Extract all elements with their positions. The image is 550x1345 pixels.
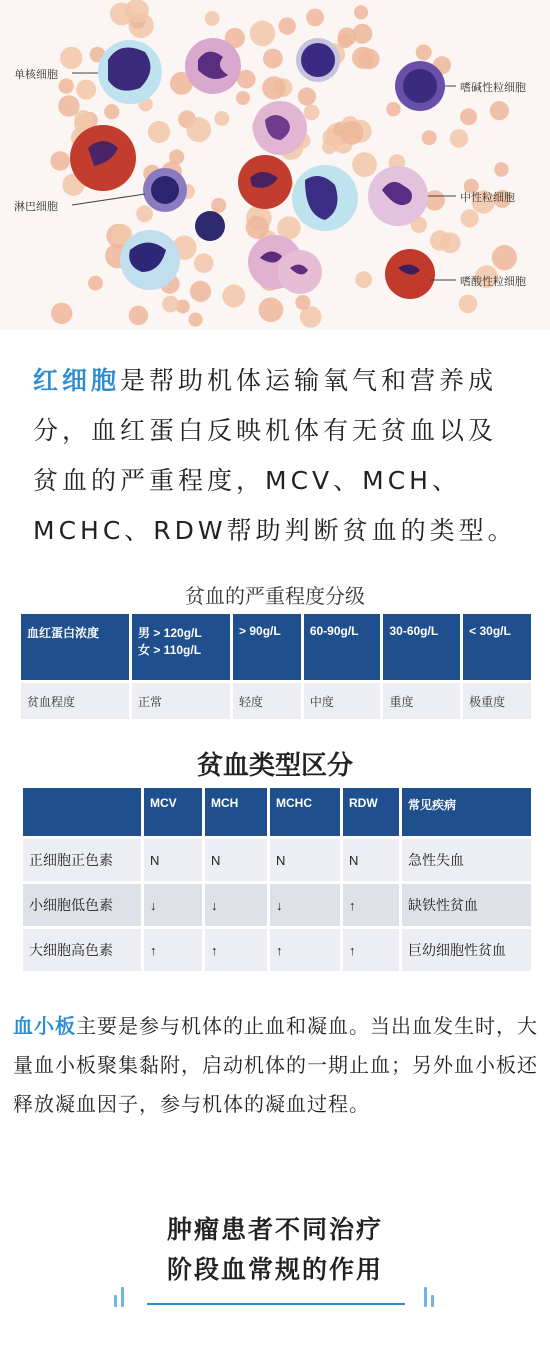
red-blood-cell [60, 47, 82, 69]
red-blood-cell [295, 295, 310, 310]
red-blood-cell [263, 49, 283, 69]
red-blood-cell [104, 104, 119, 119]
red-blood-cell [422, 130, 437, 145]
red-blood-cell [148, 121, 170, 143]
monocyte-cell [98, 40, 162, 104]
red-blood-cell [492, 245, 517, 270]
anemia-type-table-title: 贫血类型区分 [196, 751, 353, 781]
header-male: 男 > 120g/L [138, 626, 202, 640]
red-blood-cell-paragraph [33, 356, 523, 556]
table-cell: ↓ [144, 884, 202, 926]
red-blood-cell [355, 271, 372, 288]
blood-smear-illustration [0, 0, 550, 330]
red-blood-cell [460, 108, 477, 125]
table-cell: 中度 [304, 683, 381, 719]
anemia-severity-table [18, 611, 534, 722]
header-cell: MCHC [270, 788, 340, 836]
red-blood-cell [211, 198, 226, 213]
red-blood-cell [58, 78, 73, 93]
red-blood-cell [494, 162, 508, 176]
red-blood-cell [186, 117, 211, 142]
red-blood-cell [188, 313, 202, 327]
table-cell: 极重度 [463, 683, 531, 719]
label-basophil: 嗜碱性粒细胞 [460, 81, 526, 94]
red-blood-cell [490, 101, 509, 120]
red-blood-cell [352, 47, 374, 69]
red-blood-cell [262, 76, 285, 99]
heading-underline [147, 1303, 405, 1305]
table-cell: ↓ [205, 884, 267, 926]
red-blood-cell [162, 296, 179, 313]
table-cell: 小细胞低色素 [23, 884, 141, 926]
red-blood-cell [136, 205, 153, 222]
section-heading-line-1: 肿瘤患者不同治疗 [166, 1215, 383, 1244]
table-header-row [23, 788, 531, 836]
red-blood-cell [129, 306, 148, 325]
section-heading [0, 1210, 550, 1290]
red-blood-cell [76, 80, 96, 100]
anemia-type-table [20, 785, 534, 974]
section-heading-line-2: 阶段血常规的作用 [166, 1255, 383, 1284]
highlight-platelet: 血小板 [13, 1014, 76, 1038]
right-bars-icon [424, 1287, 444, 1307]
table-cell: 大细胞高色素 [23, 929, 141, 971]
red-blood-cell [58, 95, 79, 116]
red-blood-cell [110, 3, 133, 26]
header-female: 女 > 110g/L [138, 643, 202, 657]
table-cell: 贫血程度 [21, 683, 129, 719]
header-cell: 60-90g/L [304, 614, 381, 680]
header-cell: MCV [144, 788, 202, 836]
header-cell: > 90g/L [233, 614, 301, 680]
red-blood-cell [259, 298, 284, 323]
header-cell: 常见疾病 [402, 788, 531, 836]
table-cell: ↑ [144, 929, 202, 971]
header-cell [23, 788, 141, 836]
header-cell: 血红蛋白浓度 [21, 614, 129, 680]
red-blood-cell [304, 105, 320, 121]
red-blood-cell [354, 5, 368, 19]
table-cell: 轻度 [233, 683, 301, 719]
label-neutrophil: 中性粒细胞 [460, 191, 515, 204]
highlight-red-blood-cell: 红细胞 [33, 366, 121, 395]
label-monocyte: 单核细胞 [14, 68, 58, 81]
red-blood-cell [340, 121, 364, 145]
red-blood-cell [279, 17, 296, 34]
red-blood-cell [459, 295, 478, 314]
red-blood-cell [306, 9, 324, 27]
red-blood-cell [88, 276, 103, 291]
table-cell: N [270, 839, 340, 881]
table-cell: 正常 [132, 683, 230, 719]
table-cell: 缺铁性贫血 [402, 884, 531, 926]
paragraph-text: 是帮助机体运输氧气和营养成分，血红蛋白反映机体有无贫血以及贫血的严重程度，MCV、MCH、MCHC、RDW帮助判断贫血的类型。 [33, 366, 517, 545]
table-cell: 重度 [383, 683, 460, 719]
red-blood-cell [440, 232, 461, 253]
platelet-paragraph [13, 1007, 543, 1124]
table-cell: N [144, 839, 202, 881]
red-blood-cell [205, 11, 220, 26]
red-blood-cell [190, 281, 211, 302]
table-cell: 正细胞正色素 [23, 839, 141, 881]
label-eosinophil: 嗜酸性粒细胞 [460, 275, 526, 288]
table-row [21, 683, 531, 719]
paragraph-text: 主要是参与机体的止血和凝血。当出血发生时，大量血小板聚集黏附，启动机体的一期止血；另外血小板还释放凝血因子，参与机体的凝血过程。 [13, 1014, 538, 1116]
table-cell: ↑ [343, 929, 399, 971]
red-blood-cell [222, 285, 245, 308]
red-blood-cell [50, 151, 70, 171]
severity-table-title: 贫血的严重程度分级 [185, 584, 365, 608]
red-blood-cell [246, 216, 269, 239]
red-blood-cell [416, 44, 432, 60]
table-header-row [21, 614, 531, 680]
table-cell: N [343, 839, 399, 881]
red-blood-cell [169, 149, 184, 164]
table-cell: ↑ [205, 929, 267, 971]
red-blood-cell [214, 111, 229, 126]
red-blood-cell [450, 129, 469, 148]
header-cell: < 30g/L [463, 614, 531, 680]
table-row [23, 839, 531, 881]
table-cell: ↓ [270, 884, 340, 926]
red-blood-cell [236, 91, 250, 105]
red-blood-cell [194, 253, 214, 273]
table-cell: ↑ [343, 884, 399, 926]
table-cell: N [205, 839, 267, 881]
red-blood-cell [352, 152, 377, 177]
left-bars-icon [114, 1287, 134, 1307]
table-row [23, 929, 531, 971]
table-cell: 巨幼细胞性贫血 [402, 929, 531, 971]
table-row [23, 884, 531, 926]
header-cell: MCH [205, 788, 267, 836]
table-cell: 急性失血 [402, 839, 531, 881]
header-cell: RDW [343, 788, 399, 836]
red-blood-cell [298, 87, 316, 105]
header-cell: 30-60g/L [383, 614, 460, 680]
red-blood-cell [386, 102, 400, 116]
header-cell [132, 614, 230, 680]
table-cell: ↑ [270, 929, 340, 971]
red-blood-cell [250, 21, 276, 47]
red-blood-cell [51, 303, 72, 324]
label-lymphocyte: 淋巴细胞 [14, 200, 58, 213]
red-blood-cell [461, 209, 479, 227]
